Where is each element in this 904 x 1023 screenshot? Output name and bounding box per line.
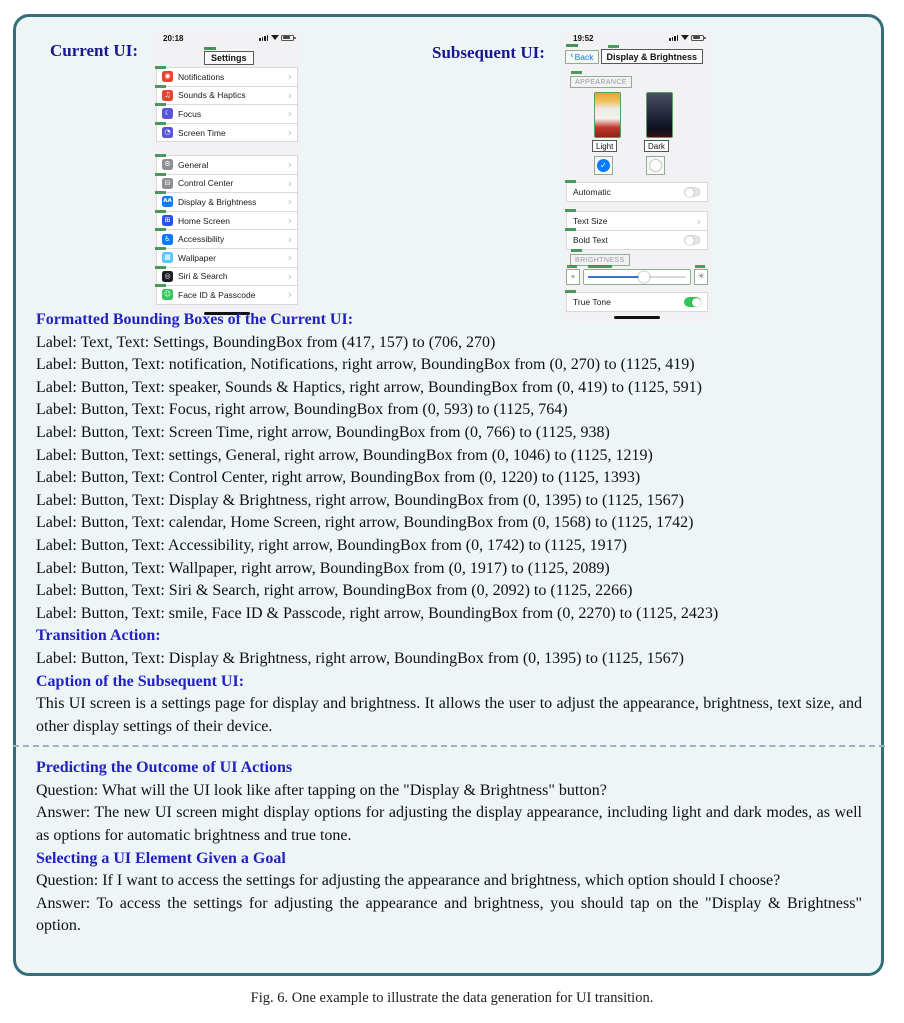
transition-line: Label: Button, Text: Display & Brightness, right arrow, BoundingBox from (0, 1395) to (1125, 1567) (36, 649, 684, 667)
text-size-row[interactable] (566, 211, 708, 231)
automatic-toggle[interactable] (684, 187, 701, 197)
display-icon: AA (162, 196, 173, 207)
brightness-slider-row (566, 268, 708, 286)
bbox-line: Label: Button, Text: Accessibility, right arrow, BoundingBox from (0, 1742) to (1125, 1917) (36, 536, 627, 554)
chevron-right-icon: › (287, 251, 292, 265)
bbox-line: Label: Button, Text: Siri & Search, right arrow, BoundingBox from (0, 2092) to (1125, 2266) (36, 582, 633, 600)
chevron-right-icon: › (287, 288, 292, 302)
gear-icon: ⚙ (162, 159, 173, 170)
qa1-answer: Answer: The new UI screen might display options for adjusting the display appearance, including light and dark modes, as well as options for automatic brightness and true tone. (36, 804, 862, 845)
chevron-right-icon: › (287, 195, 292, 209)
bold-text-label: Bold Text (573, 235, 608, 245)
chevron-right-icon: › (287, 269, 292, 283)
settings-row-home-screen[interactable] (156, 211, 298, 231)
settings-group-2 (156, 156, 298, 305)
current-ui-screenshot (152, 30, 302, 316)
wifi-icon (271, 35, 279, 40)
brightness-section-header: BRIGHTNESS (570, 254, 630, 266)
sun-small-icon: ☀ (566, 269, 580, 285)
clock-text: 20:18 (163, 33, 184, 43)
bbox-line: Label: Button, Text: Wallpaper, right arrow, BoundingBox from (0, 1917) to (1125, 2089) (36, 559, 610, 577)
bbox-line: Label: Button, Text: Screen Time, right arrow, BoundingBox from (0, 766) to (1125, 938) (36, 423, 610, 441)
qa2-heading: Selecting a UI Element Given a Goal (36, 849, 286, 867)
bbox-line: Label: Button, Text: speaker, Sounds & Haptics, right arrow, BoundingBox from (0, 419) to (1125, 591) (36, 378, 702, 396)
settings-row-notifications[interactable] (156, 67, 298, 87)
wallpaper-icon: ▦ (162, 252, 173, 263)
chevron-right-icon: › (287, 232, 292, 246)
brightness-slider[interactable] (583, 269, 691, 285)
clock-text: 19:52 (573, 33, 594, 43)
appearance-section-header: APPEARANCE (570, 76, 632, 88)
signal-icon (259, 35, 268, 41)
settings-row-label: Display & Brightness (178, 196, 257, 207)
settings-row-label: Home Screen (178, 215, 230, 226)
subsequent-ui-label: Subsequent UI: (432, 43, 545, 62)
caption-heading: Caption of the Subsequent UI: (36, 672, 245, 690)
chevron-right-icon: › (287, 176, 292, 190)
siri-icon: ◎ (162, 271, 173, 282)
sun-large-icon: ☀ (694, 269, 708, 285)
grid-icon: ⊞ (162, 215, 173, 226)
automatic-row[interactable] (566, 182, 708, 202)
settings-row-face-id[interactable] (156, 285, 298, 305)
settings-row-label: Focus (178, 108, 202, 119)
annotation-mark (566, 44, 578, 47)
radio-circle-icon (649, 159, 662, 172)
settings-row-label: Screen Time (178, 127, 226, 138)
chevron-right-icon: › (287, 214, 292, 228)
bbox-line: Label: Button, Text: Focus, right arrow, BoundingBox from (0, 593) to (1125, 764) (36, 401, 568, 419)
settings-row-label: Wallpaper (178, 252, 216, 263)
checkmark-icon: ✓ (597, 159, 610, 172)
qa2-question: Question: If I want to access the settings for adjusting the appearance and brightness, which option should I choose? (36, 872, 781, 890)
dark-radio[interactable] (646, 156, 665, 175)
speaker-icon: ♫ (162, 90, 173, 101)
automatic-label: Automatic (573, 187, 611, 197)
bbox-line: Label: Button, Text: Control Center, right arrow, BoundingBox from (0, 1220) to (1125, 1393) (36, 469, 641, 487)
settings-row-control-center[interactable] (156, 174, 298, 194)
settings-row-label: Siri & Search (178, 271, 228, 282)
settings-row-siri-search[interactable] (156, 267, 298, 287)
toggles-icon: ⊟ (162, 178, 173, 189)
back-button[interactable] (565, 50, 599, 64)
text-size-label: Text Size (573, 216, 608, 226)
bbox-line: Label: Button, Text: settings, General, right arrow, BoundingBox from (0, 1046) to (1125, 1219) (36, 446, 653, 464)
bbox-line: Label: Button, Text: notification, Notifications, right arrow, BoundingBox from (0, 270) to (1125, 419) (36, 356, 695, 374)
qa2-answer: Answer: To access the settings for adjusting the appearance and brightness, you should tap on the "Display & Brightness" option. (36, 894, 862, 935)
bbox-line: Label: Text, Text: Settings, BoundingBox from (417, 157) to (706, 270) (36, 333, 496, 351)
status-bar (562, 33, 712, 43)
hourglass-icon: ◔ (162, 127, 173, 138)
nav-bar (565, 49, 709, 64)
dashed-divider (13, 745, 885, 747)
settings-row-sounds-haptics[interactable] (156, 86, 298, 106)
true-tone-label: True Tone (573, 297, 611, 307)
settings-row-accessibility[interactable] (156, 229, 298, 249)
dark-appearance-thumbnail[interactable] (646, 92, 673, 138)
bbox-line: Label: Button, Text: Display & Brightness, right arrow, BoundingBox from (0, 1395) to (1125, 1567) (36, 491, 684, 509)
battery-icon (691, 35, 704, 41)
qa1-question: Question: What will the UI look like after tapping on the "Display & Brightness" button? (36, 781, 607, 799)
settings-row-display-brightness[interactable] (156, 192, 298, 212)
settings-row-label: Sounds & Haptics (178, 90, 246, 101)
bold-text-toggle[interactable] (684, 235, 701, 245)
subsequent-ui-screenshot (562, 30, 712, 322)
settings-row-focus[interactable] (156, 104, 298, 124)
notifications-icon: ◉ (162, 71, 173, 82)
figure-text-content (36, 309, 862, 938)
settings-row-wallpaper[interactable] (156, 248, 298, 268)
true-tone-toggle[interactable] (684, 297, 701, 307)
page-title: Display & Brightness (601, 49, 704, 64)
bbox-heading: Formatted Bounding Boxes of the Current UI: (36, 311, 354, 328)
settings-group-1 (156, 68, 298, 142)
settings-row-label: General (178, 159, 209, 170)
bbox-line: Label: Button, Text: smile, Face ID & Passcode, right arrow, BoundingBox from (0, 2270) to (1125, 2423) (36, 604, 719, 622)
status-bar (152, 33, 302, 43)
settings-title: Settings (204, 51, 254, 65)
settings-row-label: Face ID & Passcode (178, 289, 256, 300)
light-label: Light (592, 140, 617, 152)
figure-panel (13, 14, 884, 976)
battery-icon (281, 35, 294, 41)
wifi-icon (681, 35, 689, 40)
accessibility-icon: ♿ (162, 234, 173, 245)
smile-icon: ☺ (163, 290, 172, 299)
settings-row-label: Control Center (178, 178, 234, 189)
chevron-right-icon: › (287, 70, 292, 84)
chevron-right-icon: › (287, 158, 292, 172)
status-icons (259, 35, 294, 42)
settings-row-label: Accessibility (178, 234, 225, 245)
bbox-line: Label: Button, Text: calendar, Home Screen, right arrow, BoundingBox from (0, 1568) to (1125, 1742) (36, 514, 694, 532)
moon-icon: ☾ (162, 108, 173, 119)
back-label: Back (574, 51, 594, 62)
status-icons (669, 35, 704, 42)
chevron-right-icon: › (696, 214, 701, 228)
current-ui-label: Current UI: (50, 41, 138, 60)
chevron-right-icon: › (287, 126, 292, 140)
bold-text-row[interactable] (566, 230, 708, 250)
chevron-right-icon: › (287, 88, 292, 102)
transition-heading: Transition Action: (36, 627, 161, 645)
figure-caption: Fig. 6. One example to illustrate the data generation for UI transition. (250, 990, 654, 1006)
slider-thumb[interactable] (639, 272, 650, 283)
chevron-right-icon: › (287, 107, 292, 121)
dark-label: Dark (644, 140, 669, 152)
light-radio[interactable] (594, 156, 613, 175)
signal-icon (669, 35, 678, 41)
back-chevron-icon: ‹ (570, 51, 574, 61)
annotation-mark (204, 47, 216, 50)
light-appearance-thumbnail[interactable] (594, 92, 621, 138)
caption-text: This UI screen is a settings page for display and brightness. It allows the user to adjust the appearance, brightness, text size, and other display settings of their device. (36, 695, 862, 735)
qa1-heading: Predicting the Outcome of UI Actions (36, 759, 293, 777)
settings-row-screen-time[interactable] (156, 123, 298, 143)
settings-row-label: Notifications (178, 71, 225, 82)
settings-row-general[interactable] (156, 155, 298, 175)
